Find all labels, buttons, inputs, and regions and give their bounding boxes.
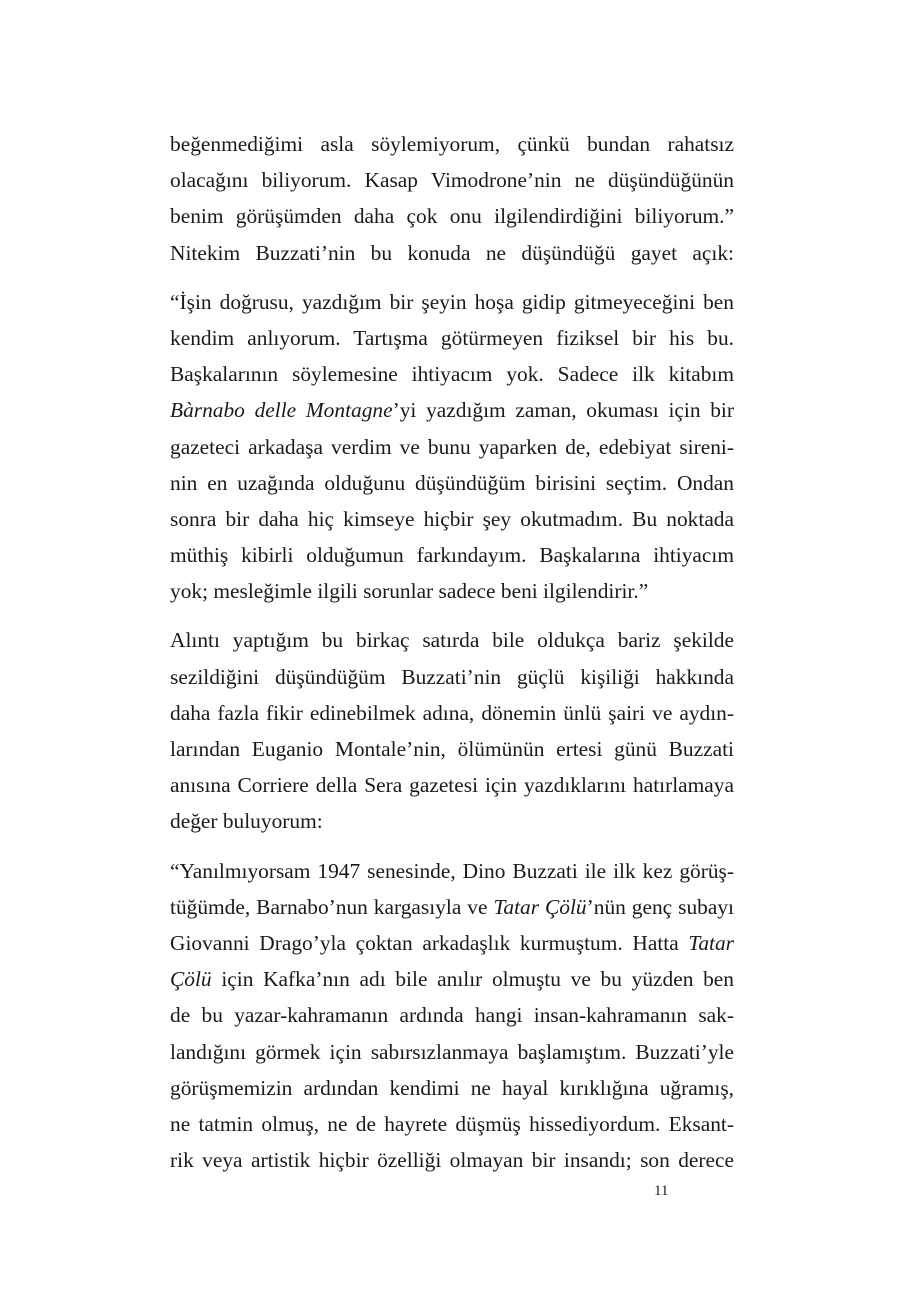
text-segment: gazeteci arkadaşa verdim ve bunu yaparken de, edebiyat sireni- bbox=[170, 434, 734, 459]
text-segment: sonra bir daha hiç kimseye hiçbir şey okutmadım. Bu noktada bbox=[170, 506, 734, 531]
text-segment: benim görüşümden daha çok onu ilgilendirdiğini biliyorum.” bbox=[170, 204, 734, 229]
paragraph bbox=[170, 126, 734, 271]
text-segment: Alıntı yaptığım bu birkaç satırda bile oldukça bariz şekilde bbox=[170, 628, 734, 653]
text-segment: ’nün genç subayı bbox=[586, 894, 734, 919]
text-segment: Nitekim Buzzati’nin bu konuda ne düşündüğü gayet açık: bbox=[170, 240, 734, 265]
page-number-label: 11 bbox=[654, 1183, 669, 1199]
text-line bbox=[170, 731, 734, 767]
text-segment: anısına Corriere della Sera gazetesi için yazdıklarını hatırlamaya bbox=[170, 773, 734, 798]
text-line bbox=[170, 162, 734, 198]
text-line bbox=[170, 392, 734, 428]
text-segment: daha fazla fikir edinebilmek adına, dönemin ünlü şairi ve aydın- bbox=[170, 700, 734, 725]
paragraph bbox=[170, 622, 734, 839]
italic-title: Bàrnabo delle Montagne bbox=[170, 398, 393, 423]
text-segment: değer buluyorum: bbox=[170, 809, 323, 834]
text-line bbox=[170, 573, 734, 609]
body-text bbox=[170, 126, 734, 1178]
text-segment: ’yi yazdığım zaman, okuması için bir bbox=[392, 398, 734, 423]
text-segment: landığını görmek için sabırsızlanmaya başlamıştım. Buzzati’yle bbox=[170, 1039, 734, 1064]
text-segment: sezildiğini düşündüğüm Buzzati’nin güçlü kişiliği hakkında bbox=[170, 664, 734, 689]
text-segment: tüğümde, Barnabo’nun kargasıyla ve bbox=[170, 894, 494, 919]
italic-title: Tatar bbox=[688, 930, 734, 955]
text-line bbox=[170, 925, 734, 961]
italic-title: Tatar Çölü bbox=[493, 894, 587, 919]
paragraph-gap bbox=[170, 271, 734, 284]
text-line bbox=[170, 235, 734, 271]
text-line bbox=[170, 1142, 734, 1178]
text-segment: “İşin doğrusu, yazdığım bir şeyin hoşa gidip gitmeyeceğini ben bbox=[170, 289, 734, 314]
text-line bbox=[170, 198, 734, 234]
text-line bbox=[170, 284, 734, 320]
text-line bbox=[170, 429, 734, 465]
text-segment: Başkalarının söylemesine ihtiyacım yok. Sadece ilk kitabım bbox=[170, 362, 734, 387]
text-segment: beğenmediğimi asla söylemiyorum, çünkü bundan rahatsız bbox=[170, 132, 734, 156]
text-line bbox=[170, 537, 734, 573]
text-segment: Giovanni Drago’yla çoktan arkadaşlık kurmuştum. Hatta bbox=[170, 930, 689, 955]
text-line bbox=[170, 803, 734, 839]
paragraph bbox=[170, 284, 734, 610]
text-line bbox=[170, 853, 734, 889]
text-line bbox=[170, 1034, 734, 1070]
text-line bbox=[170, 659, 734, 695]
text-line bbox=[170, 695, 734, 731]
text-line bbox=[170, 767, 734, 803]
text-segment: “Yanılmıyorsam 1947 senesinde, Dino Buzzati ile ilk kez görüş- bbox=[170, 858, 734, 883]
text-segment: rik veya artistik hiçbir özelliği olmayan bir insandı; son derece bbox=[170, 1148, 734, 1173]
text-segment: yok; mesleğimle ilgili sorunlar sadece beni ilgilendirir.” bbox=[170, 579, 649, 604]
text-line bbox=[170, 465, 734, 501]
text-segment: ne tatmin olmuş, ne de hayrete düşmüş hissediyordum. Eksant- bbox=[170, 1111, 734, 1136]
text-segment: nin en uzağında olduğunu düşündüğüm birisini seçtim. Ondan bbox=[170, 470, 734, 495]
text-segment: olacağını biliyorum. Kasap Vimodrone’nin ne düşündüğünün bbox=[170, 168, 734, 193]
text-line bbox=[170, 320, 734, 356]
text-line bbox=[170, 889, 734, 925]
text-line bbox=[170, 126, 734, 162]
text-line bbox=[170, 1106, 734, 1142]
text-segment: de bu yazar-kahramanın ardında hangi insan-kahramanın sak- bbox=[170, 1003, 734, 1028]
text-segment: görüşmemizin ardından kendimi ne hayal kırıklığına uğramış, bbox=[170, 1075, 734, 1100]
text-segment: için Kafka’nın adı bile anılır olmuştu ve bu yüzden ben bbox=[211, 967, 734, 992]
text-line bbox=[170, 961, 734, 997]
text-line bbox=[170, 997, 734, 1033]
text-segment: kendim anlıyorum. Tartışma götürmeyen fiziksel bir his bu. bbox=[170, 325, 734, 350]
paragraph-gap bbox=[170, 609, 734, 622]
text-line bbox=[170, 1070, 734, 1106]
text-line bbox=[170, 622, 734, 658]
italic-title: Çölü bbox=[170, 967, 212, 992]
text-segment: müthiş kibirli olduğumun farkındayım. Başkalarına ihtiyacım bbox=[170, 543, 734, 568]
paragraph bbox=[170, 853, 734, 1179]
paragraph-gap bbox=[170, 840, 734, 853]
text-line bbox=[170, 501, 734, 537]
text-segment: larından Euganio Montale’nin, ölümünün ertesi günü Buzzati bbox=[170, 737, 734, 761]
text-line bbox=[170, 356, 734, 392]
